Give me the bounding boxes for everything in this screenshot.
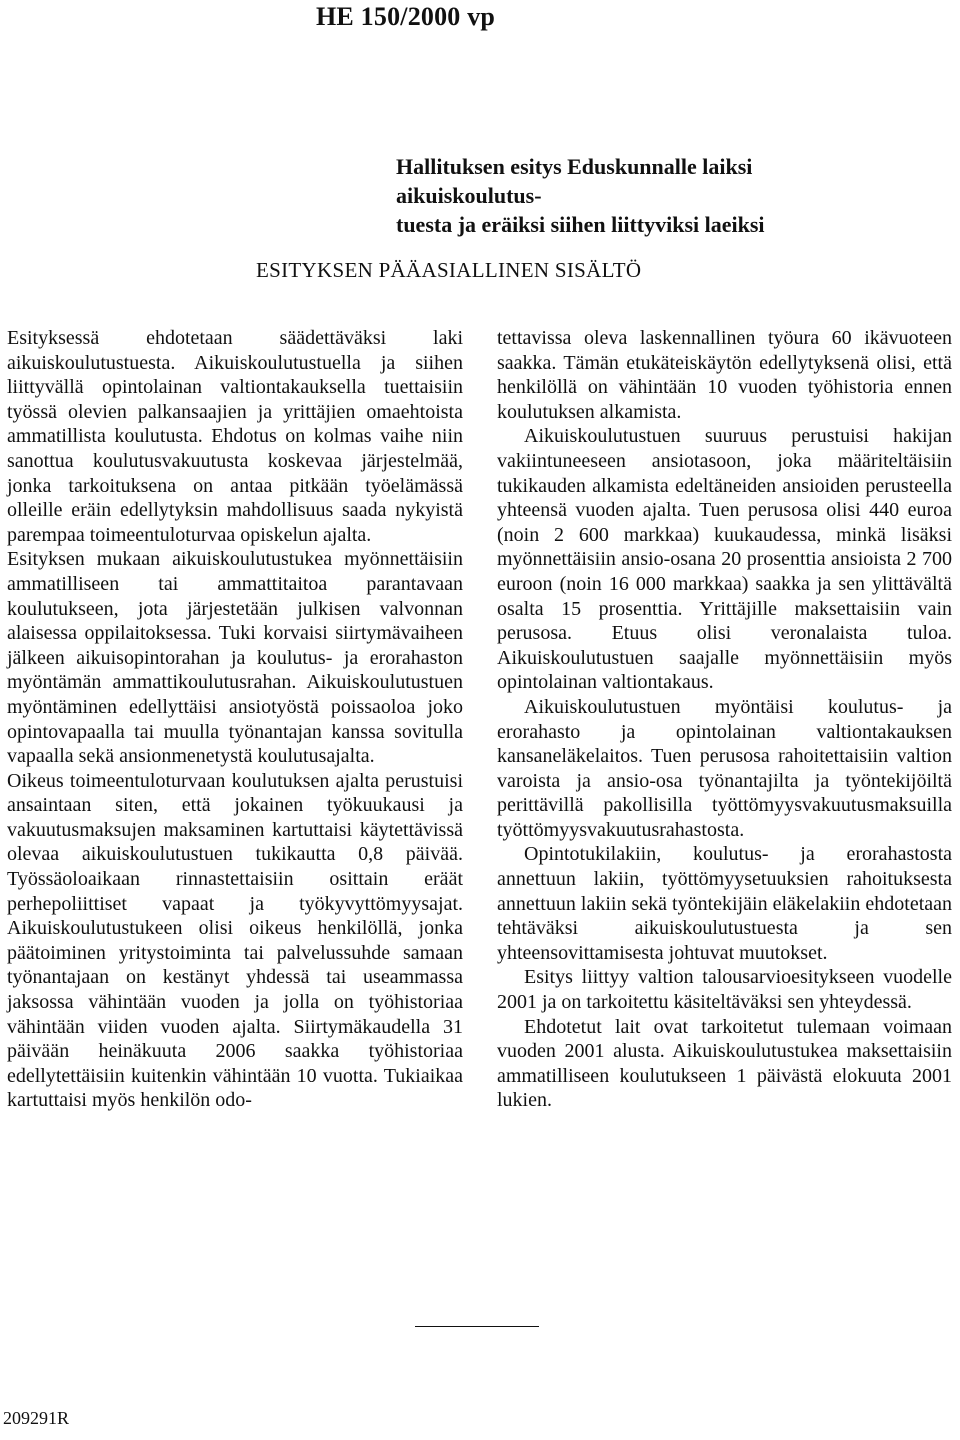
print-code: 209291R	[3, 1408, 70, 1428]
title-line-2: tuesta ja eräiksi siihen liittyviksi laeiksi	[396, 212, 765, 237]
end-rule	[415, 1326, 539, 1327]
paragraph: Ehdotetut lait ovat tarkoitetut tulemaan voimaan vuoden 2001 alusta. Aikuiskoulutustukea maksettaisiin ammatilliseen koulutukseen 1 päivästä elokuuta 2001 lukien.	[497, 1015, 952, 1112]
paragraph: Esitys liittyy valtion talousarvioesitykseen vuodelle 2001 ja on tarkoitettu käsiteltäväksi sen yhteydessä.	[497, 966, 952, 1014]
paragraph: Oikeus toimeentuloturvaan koulutuksen ajalta perustuisi ansaintaan siten, että jokainen työkuukausi ja vakuutusmaksujen maksaminen kartuttaisi käytettävissä olevaa aikuiskoulutustuen tukikautta 0,8 päivää. Työssäoloaikaan rinnastettaisiin osittain eräät perhepoliittiset vapaat ja työkyvyttömyysajat. Aikuiskoulutustukeen olisi oikeus henkilöllä, jonka päätoiminen yritystoiminta tai palvelussuhde samaan työnantajaan on kestänyt yhdessä tai useammassa jaksossa vähintään vuoden ja jolla on työhistoriaa vähintään viiden vuoden ajalta. Siirtymäkaudella 31 päivään heinäkuuta 2006 saakka työhistoriaa edellytettäisiin kuitenkin vähintään 10 vuotta. Tukiaikaa kartuttaisi myös henkilön odo-	[7, 769, 463, 1112]
paragraph: Aikuiskoulutustuen myöntäisi koulutus- ja erorahasto ja opintolainan valtiontakauksen kansaneläkelaitos. Tuen perusosa rahoitettaisiin valtion varoista ja ansio-osa työnantajilta ja työntekijöiltä perittävillä pakollisilla työttömyysvakuutusmaksuilla työttömyysvakuutusrahastosta.	[497, 695, 952, 841]
paragraph: Aikuiskoulutustuen suuruus perustuisi hakijan vakiintuneeseen ansiotasoon, joka määriteltäisiin tukikauden alkamista edeltäneiden ansioiden perusteella yhteensä vuoden ajalta. Tuen perusosa olisi 440 euroa (noin 2 600 markkaa) kuukaudessa, minkä lisäksi myönnettäisiin ansio-osana 20 prosenttia ansioista 2 700 euroon (noin 16 000 markkaa) saakka ja sen ylittävältä osalta 15 prosenttia. Yrittäjille maksettaisiin vain perusosa. Etuus olisi veronalaista tuloa. Aikuiskoulutustuen saajalle myönnettäisiin myös opintolainan valtiontakaus.	[497, 425, 952, 694]
document-title	[396, 152, 776, 239]
document-id: HE 150/2000 vp	[316, 2, 496, 31]
paragraph: tettavissa oleva laskennallinen työura 60 ikävuoteen saakka. Tämän etukäteiskäytön edellytyksenä olisi, että henkilöllä on vähintään 10 vuoden työhistoria ennen koulutuksen alkamista.	[497, 327, 952, 423]
paragraph: Esityksen mukaan aikuiskoulutustukea myönnettäisiin ammatilliseen tai ammattitaitoa parantavaan koulutukseen, jota järjestetään julkisen valvonnan alaisessa oppilaitoksessa. Tuki korvaisi siirtymävaiheen jälkeen aikuisopintorahan ja koulutus- ja erorahaston myöntämän ammattikoulutusrahan. Aikuiskoulutustuen myöntäminen edellyttäisi ansiotyöstä poissaoloa joko opintovapaalla tai muulla työnantajan kanssa sovitulla vapaalla sekä ansionmenetystä koulutusajalta.	[7, 548, 463, 768]
section-heading: ESITYKSEN PÄÄASIALLINEN SISÄLTÖ	[256, 258, 642, 282]
title-line-1: Hallituksen esitys Eduskunnalle laiksi aikuiskoulutus-	[396, 154, 753, 208]
left-column	[7, 326, 463, 1113]
paragraph: Esityksessä ehdotetaan säädettäväksi laki aikuiskoulutustuesta. Aikuiskoulutustuella ja siihen liittyvällä opintolainan valtiontakauksella tuettaisiin työssä olevien palkansaajien ja yrittäjien omaehtoista ammatillista koulutusta. Ehdotus on kolmas vaihe niin sanottua koulutusvakuutusta koskevaa järjestelmää, jonka tarkoituksena on antaa pitkään työelämässä olleille eräin edellytyksin mahdollisuus saada nykyistä parempaa toimeentuloturvaa opiskelun ajalta.	[7, 327, 463, 546]
right-column	[497, 326, 952, 1113]
paragraph: Opintotukilakiin, koulutus- ja erorahastosta annettuun lakiin, työttömyysetuuksien rahoituksesta annettuun lakiin sekä työntekijäin eläkelakiin ehdotetaan tehtäväksi aikuiskoulutustuesta ja sen yhteensovittamisesta johtuvat muutokset.	[497, 843, 952, 964]
